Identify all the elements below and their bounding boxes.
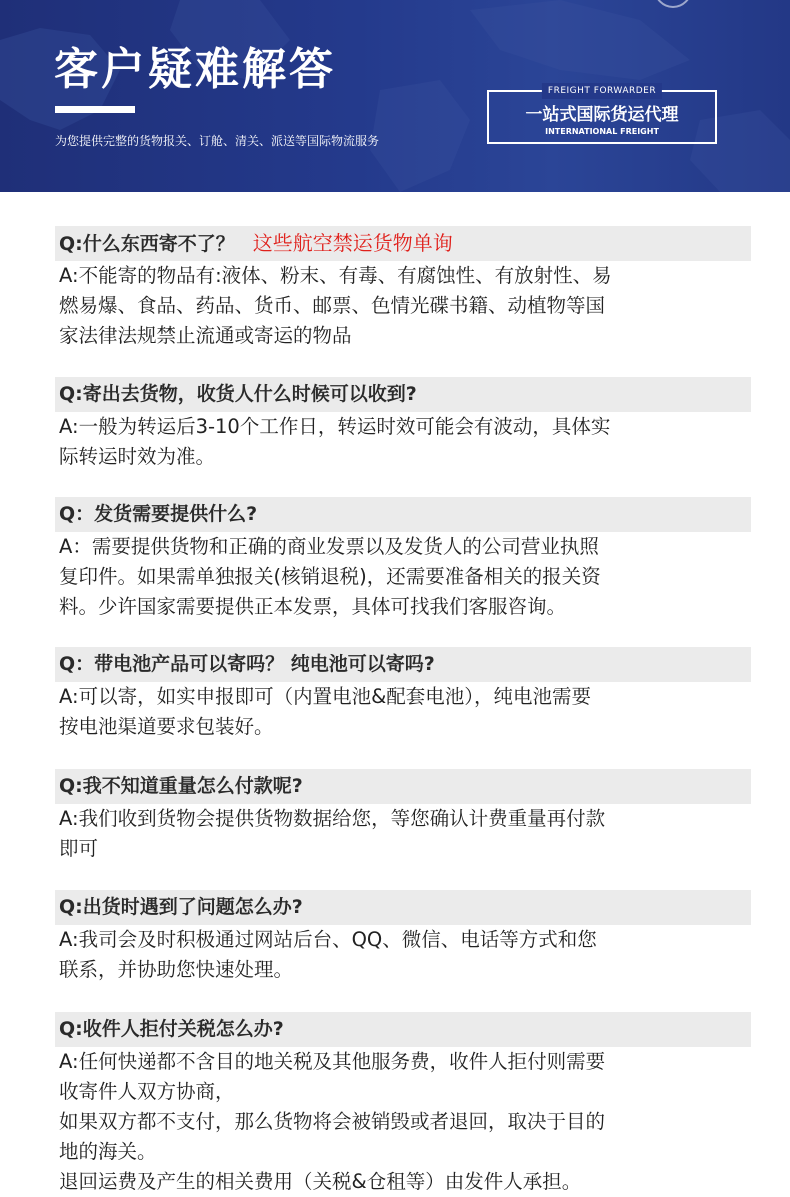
- answer-line: A:一般为转运后3-10个工作日，转运时效可能会有波动，具体实: [59, 415, 611, 438]
- faq-answer: [55, 532, 751, 622]
- answer-line: 收寄件人双方协商，: [59, 1080, 235, 1103]
- faq-question: [55, 890, 751, 925]
- faq-answer: [55, 804, 751, 864]
- answer-line: A:我司会及时积极通过网站后台、QQ、微信、电话等方式和您: [59, 928, 597, 951]
- answer-line: 联系，并协助您快速处理。: [59, 958, 294, 981]
- faq-question: [55, 647, 751, 682]
- question-text: Q:我不知道重量怎么付款呢?: [59, 775, 303, 797]
- faq-item: [55, 769, 751, 864]
- faq-list: [55, 226, 751, 1197]
- answer-line: A:任何快递都不含目的地关税及其他服务费，收件人拒付则需要: [59, 1050, 606, 1073]
- answer-line: A:可以寄，如实申报即可（内置电池&配套电池），纯电池需要: [59, 685, 592, 708]
- title-underline: [55, 106, 135, 113]
- faq-answer: [55, 261, 751, 351]
- header-banner: [0, 0, 790, 192]
- badge-top-text: FREIGHT FORWARDER: [542, 83, 662, 99]
- faq-question: [55, 1012, 751, 1047]
- banner-subtitle: 为您提供完整的货物报关、订舱、清关、派送等国际物流服务: [55, 134, 380, 148]
- answer-line: 如果双方都不支付，那么货物将会被销毁或者退回，取决于目的: [59, 1110, 606, 1133]
- faq-answer: [55, 682, 751, 742]
- answer-line: 地的海关。: [59, 1140, 157, 1163]
- answer-line: A:不能寄的物品有:液体、粉末、有毒、有腐蚀性、有放射性、易: [59, 264, 612, 287]
- answer-line: 复印件。如果需单独报关(核销退税)，还需要准备相关的报关资: [59, 565, 601, 588]
- question-text: Q:什么东西寄不了？: [59, 233, 235, 255]
- question-text: Q:收件人拒付关税怎么办?: [59, 1018, 284, 1040]
- service-badge: [487, 86, 717, 144]
- question-text: Q:出货时遇到了问题怎么办?: [59, 896, 303, 918]
- answer-line: 料。少许国家需要提供正本发票，具体可找我们客服咨询。: [59, 595, 567, 618]
- question-text: Q：带电池产品可以寄吗？ 纯电池可以寄吗?: [59, 653, 435, 675]
- answer-line: 家法律法规禁止流通或寄运的物品: [59, 324, 352, 347]
- faq-item: [55, 497, 751, 622]
- faq-question: [55, 377, 751, 412]
- faq-answer: [55, 412, 751, 472]
- faq-item: [55, 890, 751, 985]
- badge-bottom-text: INTERNATIONAL FREIGHT: [545, 127, 659, 136]
- faq-item: [55, 1012, 751, 1197]
- answer-line: 即可: [59, 837, 99, 860]
- faq-item: [55, 226, 751, 351]
- answer-line: 际转运时效为准。: [59, 445, 216, 468]
- badge-main-text: 一站式国际货运代理: [525, 105, 679, 125]
- question-text: Q：发货需要提供什么?: [59, 503, 258, 525]
- question-text: Q:寄出去货物，收货人什么时候可以收到?: [59, 383, 417, 405]
- answer-line: 燃易爆、食品、药品、货币、邮票、色情光碟书籍、动植物等国: [59, 294, 606, 317]
- faq-answer: [55, 925, 751, 985]
- faq-answer: [55, 1047, 751, 1197]
- answer-line: A:我们收到货物会提供货物数据给您，等您确认计费重量再付款: [59, 807, 606, 830]
- faq-question: [55, 226, 751, 261]
- answer-line: A：需要提供货物和正确的商业发票以及发货人的公司营业执照: [59, 535, 599, 558]
- faq-question: [55, 769, 751, 804]
- page-title: 客户疑难解答: [54, 44, 336, 95]
- faq-question: [55, 497, 751, 532]
- question-note: 这些航空禁运货物单询: [252, 231, 453, 255]
- answer-line: 按电池渠道要求包装好。: [59, 715, 274, 738]
- faq-item: [55, 377, 751, 472]
- faq-item: [55, 647, 751, 742]
- answer-line: 退回运费及产生的相关费用（关税&仓租等）由发件人承担。: [59, 1170, 582, 1193]
